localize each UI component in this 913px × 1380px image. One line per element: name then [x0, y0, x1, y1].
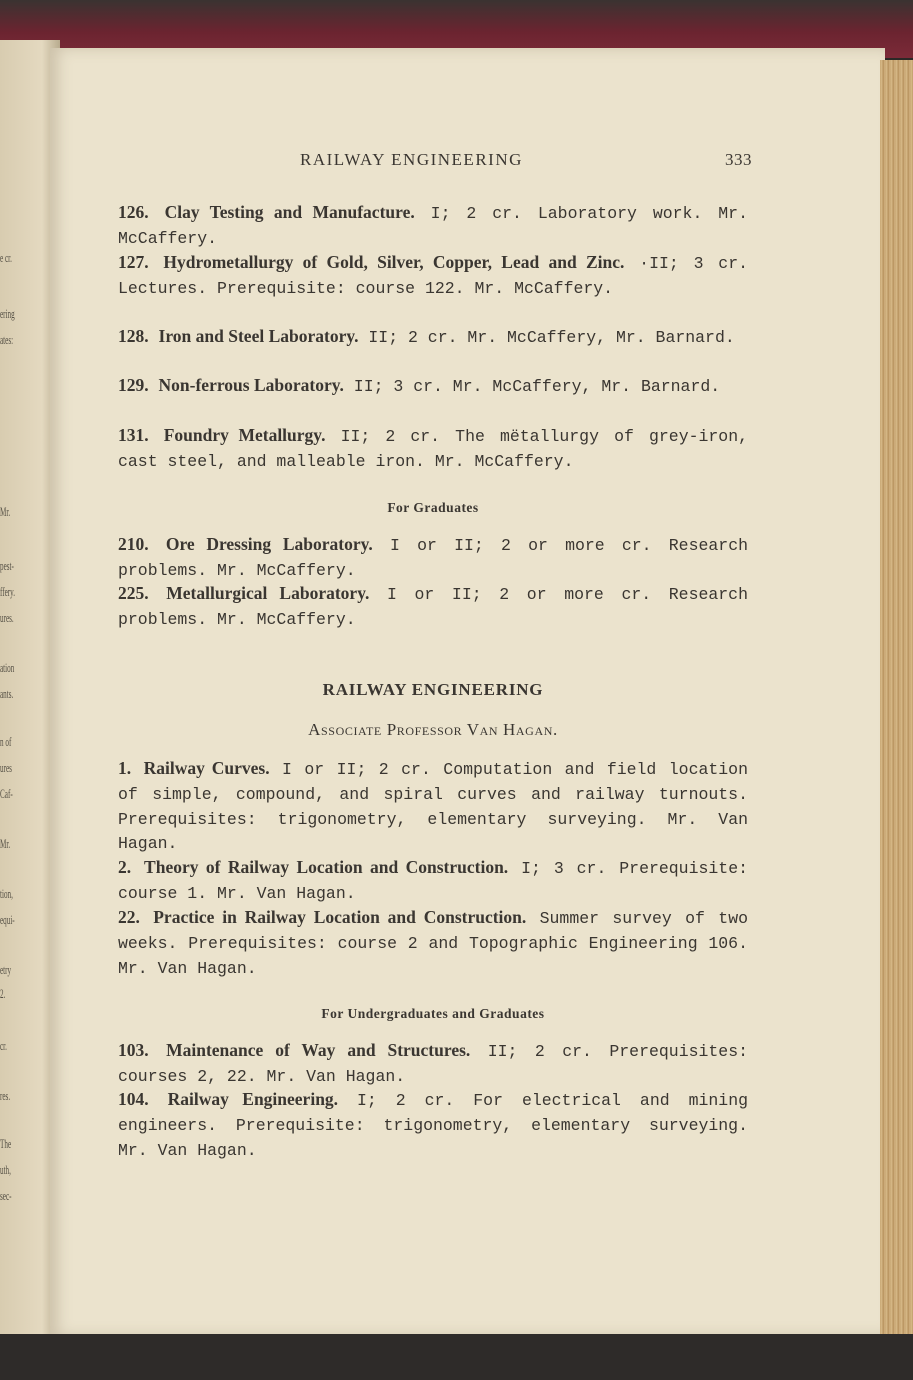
- course-description: II; 2 cr. Prerequisites: courses 2, 22. Mr. Van Hagan.: [118, 1042, 749, 1086]
- course-title: Clay Testing and Manufacture.: [164, 202, 415, 222]
- professor-line: Associate Professor Van Hagan.: [308, 720, 558, 739]
- left-page-fragment: 2.: [0, 986, 6, 1001]
- course-number: 131.: [118, 425, 149, 445]
- running-head: [300, 150, 752, 174]
- course-description: I or II; 2 cr. Computation and field location of simple, compound, and spiral curves and railway turnouts. Prerequisites: trigonometry, elementary surveying. Mr. Van Hagan.: [118, 760, 748, 854]
- course-number: 129.: [118, 375, 149, 395]
- course-title: Non-ferrous Laboratory.: [158, 375, 344, 395]
- course-title: Hydrometallurgy of Gold, Silver, Copper, Lead and Zinc.: [163, 252, 625, 272]
- course-entry: [118, 581, 748, 633]
- course-title: Metallurgical Laboratory.: [166, 583, 370, 603]
- course-number: 104.: [118, 1089, 149, 1109]
- course-description: II; 3 cr. Mr. McCaffery, Mr. Barnard.: [343, 377, 721, 396]
- left-page-fragment: ants.: [0, 686, 14, 701]
- left-page-fragment: ffery.: [0, 584, 16, 599]
- course-title: Railway Curves.: [143, 758, 270, 778]
- left-page-fragment: cr.: [0, 1038, 7, 1053]
- left-page-fragment: etry: [0, 962, 12, 977]
- course-number: 22.: [118, 907, 140, 927]
- course-title: Railway Engineering.: [167, 1089, 339, 1109]
- left-page-fragment: ation: [0, 660, 15, 675]
- course-title: Ore Dressing Laboratory.: [165, 534, 373, 554]
- course-entry: [118, 532, 748, 584]
- course-number: 2.: [118, 857, 132, 877]
- course-title: Maintenance of Way and Structures.: [166, 1040, 471, 1060]
- course-number: 128.: [118, 326, 149, 346]
- course-description: Summer survey of two weeks. Prerequisites: course 2 and Topographic Engineering 106. Mr. Van Hagan.: [118, 909, 748, 978]
- course-title: Foundry Metallurgy.: [163, 425, 326, 445]
- course-entry: [118, 200, 748, 252]
- course-entry: [118, 423, 748, 475]
- left-page-fragment: Mr.: [0, 504, 11, 519]
- running-head-title: RAILWAY ENGINEERING: [300, 150, 523, 169]
- course-number: 225.: [118, 583, 149, 603]
- course-entry: [118, 1038, 748, 1090]
- course-description: ·II; 3 cr. Lectures. Prerequisite: course 122. Mr. McCaffery.: [118, 254, 748, 298]
- course-title: Theory of Railway Location and Construction.: [144, 857, 509, 877]
- course-entry: [118, 756, 748, 857]
- course-description: I; 3 cr. Prerequisite: course 1. Mr. Van Hagan.: [118, 859, 748, 903]
- course-description: I; 2 cr. Laboratory work. Mr. McCaffery.: [118, 204, 748, 248]
- left-page-fragment: uth,: [0, 1162, 11, 1177]
- left-page-fragment: ering: [0, 306, 15, 321]
- course-number: 126.: [118, 202, 149, 222]
- section-title: RAILWAY ENGINEERING: [322, 680, 544, 699]
- page-number: 333: [725, 150, 752, 169]
- left-page-fragment: tion,: [0, 886, 13, 901]
- left-page-fragment: sec-: [0, 1188, 12, 1203]
- course-description: I or II; 2 or more cr. Research problems. Mr. McCaffery.: [118, 585, 748, 629]
- course-entry: [118, 324, 748, 351]
- left-page-fragment: res.: [0, 1088, 11, 1103]
- left-page-fragment: pest-: [0, 558, 14, 573]
- course-entry: [118, 373, 748, 400]
- left-page-fragment: ures: [0, 760, 12, 775]
- left-page-fragment: equi-: [0, 912, 15, 927]
- left-page-fragment: Mr.: [0, 836, 11, 851]
- left-page-fragment: n of: [0, 734, 12, 749]
- course-number: 103.: [118, 1040, 149, 1060]
- left-page-fragment: The: [0, 1136, 12, 1151]
- page-edges: [880, 60, 913, 1336]
- course-title: Practice in Railway Location and Construction.: [153, 907, 527, 927]
- course-description: II; 2 cr. The mëtallurgy of grey-iron, cast steel, and malleable iron. Mr. McCaffery.: [118, 427, 749, 471]
- course-title: Iron and Steel Laboratory.: [158, 326, 359, 346]
- course-number: 1.: [118, 758, 132, 778]
- left-page-fragment: ates:: [0, 332, 14, 347]
- course-entry: [118, 1087, 748, 1163]
- course-description: I or II; 2 or more cr. Research problems. Mr. McCaffery.: [118, 536, 748, 580]
- left-page-fragment: e cr.: [0, 250, 12, 265]
- graduates-heading: For Graduates: [387, 500, 479, 515]
- course-description: I; 2 cr. For electrical and mining engineers. Prerequisite: trigonometry, elementary surveying. Mr. Van Hagan.: [118, 1091, 748, 1160]
- course-entry: [118, 250, 748, 302]
- course-description: II; 2 cr. Mr. McCaffery, Mr. Barnard.: [358, 328, 735, 347]
- course-entry: [118, 905, 748, 981]
- left-page-fragment: ures.: [0, 610, 14, 625]
- left-page-fragment: Caf-: [0, 786, 13, 801]
- course-number: 127.: [118, 252, 149, 272]
- bottom-background: [0, 1334, 913, 1380]
- undergrad-heading: For Undergraduates and Graduates: [321, 1006, 545, 1021]
- course-number: 210.: [118, 534, 149, 554]
- course-entry: [118, 855, 748, 907]
